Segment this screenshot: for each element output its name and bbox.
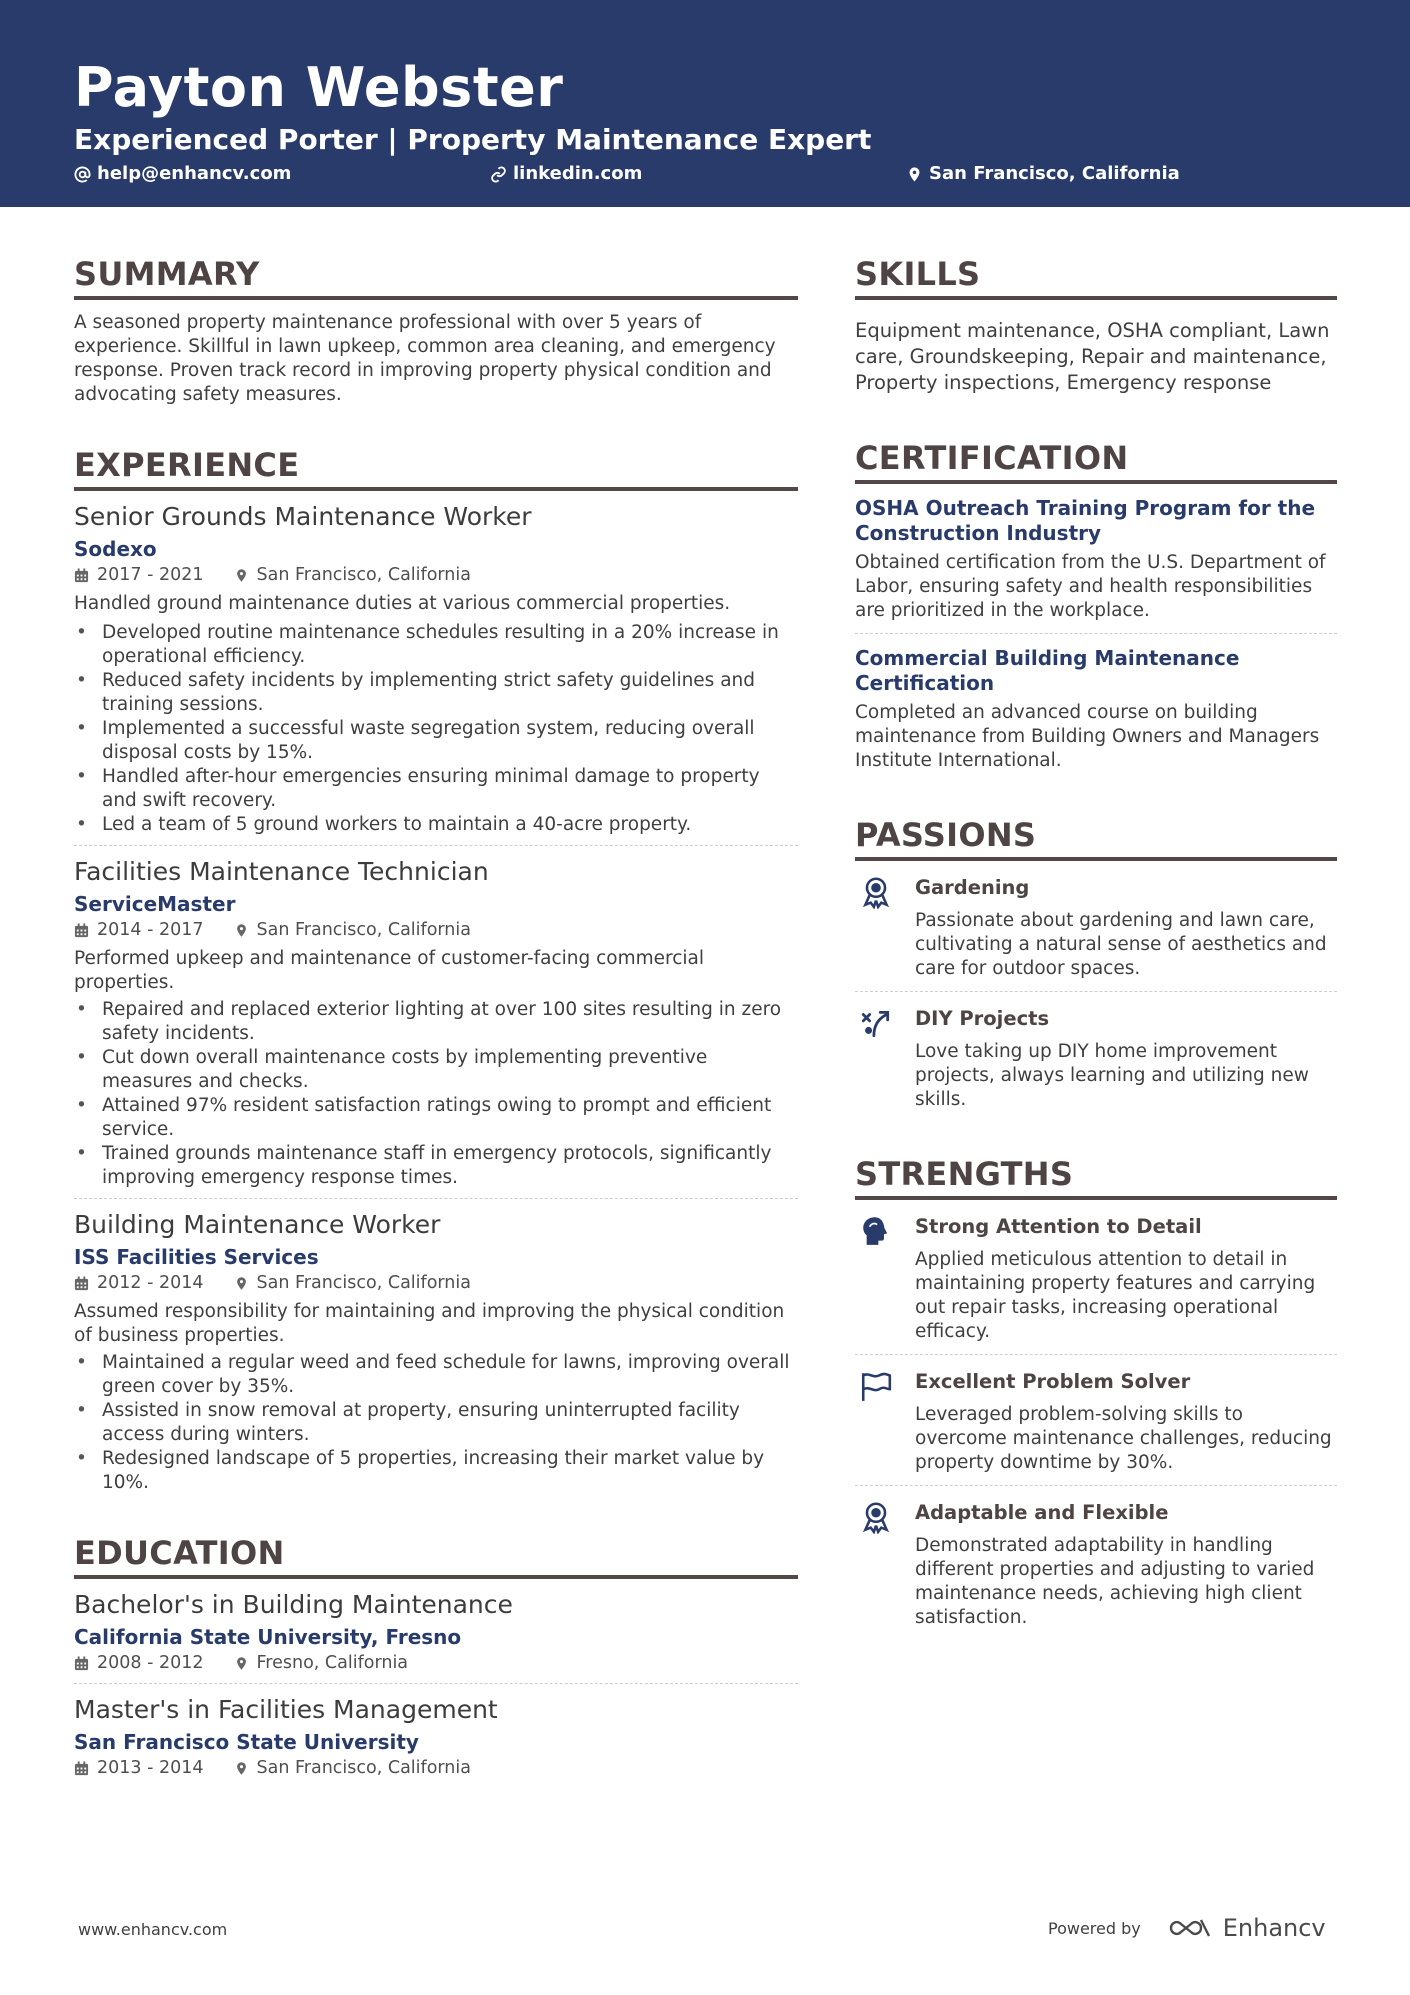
- job-description: Performed upkeep and maintenance of customer-facing commercial properties.: [74, 948, 705, 993]
- school-name: San Francisco State University: [74, 1730, 419, 1754]
- at-icon: [74, 166, 91, 183]
- job-dates: [74, 918, 204, 942]
- strength-title: Excellent Problem Solver: [915, 1370, 1191, 1393]
- list-item: • Trained grounds maintenance staff in emergency protocols, significantly improving emergency response times.: [74, 1142, 798, 1190]
- award-ribbon-icon: [859, 875, 893, 909]
- job-bullets: [74, 1351, 798, 1495]
- school-name: California State University, Fresno: [74, 1625, 462, 1649]
- passion-title: DIY Projects: [915, 1007, 1050, 1030]
- strength-title: Strong Attention to Detail: [915, 1215, 1202, 1238]
- list-item: • Assisted in snow removal at property, ensuring uninterrupted facility access during winters.: [74, 1399, 798, 1447]
- certification-item: [855, 496, 1337, 623]
- company-name: ISS Facilities Services: [74, 1245, 319, 1269]
- location-pin-icon: [234, 1761, 249, 1776]
- certification-title: Commercial Building Maintenance Certification: [855, 646, 1240, 695]
- location-pin-icon: [234, 568, 249, 583]
- contact-email-text: help@enhancv.com: [97, 163, 292, 184]
- certification-item: [855, 646, 1337, 773]
- brand-name: Enhancv: [1222, 1914, 1326, 1942]
- experience-heading: EXPERIENCE: [74, 445, 798, 491]
- calendar-icon: [74, 1276, 89, 1291]
- education-dates: [74, 1651, 204, 1675]
- job-location: [234, 1271, 471, 1295]
- candidate-title: Experienced Porter | Property Maintenance Expert: [74, 123, 872, 156]
- contact-linkedin-text: linkedin.com: [513, 163, 643, 184]
- education-location: [234, 1651, 409, 1675]
- list-item: • Handled after-hour emergencies ensuring minimal damage to property and swift recovery.: [74, 765, 798, 813]
- company-name: ServiceMaster: [74, 892, 236, 916]
- list-item: • Led a team of 5 ground workers to maintain a 40-acre property.: [74, 813, 798, 837]
- certification-description: Completed an advanced course on building maintenance from Building Owners and Managers Institute International.: [855, 702, 1320, 771]
- job-location-text: San Francisco, California: [256, 920, 471, 940]
- contact-email[interactable]: [74, 162, 291, 186]
- certification-heading: CERTIFICATION: [855, 438, 1337, 484]
- job-bullets: [74, 621, 798, 837]
- brand-logo[interactable]: [1167, 1914, 1326, 1942]
- experience-item: [74, 856, 798, 1190]
- divider: [855, 991, 1337, 992]
- education-meta: [74, 1756, 798, 1780]
- skills-heading: SKILLS: [855, 254, 1337, 300]
- strength-item: [855, 1214, 1337, 1344]
- education-item: [74, 1694, 798, 1780]
- candidate-name: Payton Webster: [74, 56, 564, 119]
- degree-title: Master's in Facilities Management: [74, 1695, 498, 1724]
- list-item: • Maintained a regular weed and feed schedule for lawns, improving overall green cover by 35%.: [74, 1351, 798, 1399]
- degree-title: Bachelor's in Building Maintenance: [74, 1590, 513, 1619]
- divider: [855, 633, 1337, 634]
- job-dates: [74, 563, 204, 587]
- education-dates-text: 2013 - 2014: [97, 1758, 204, 1778]
- job-location-text: San Francisco, California: [256, 565, 471, 585]
- award-ribbon-icon: [859, 1500, 893, 1534]
- resume-header: [0, 0, 1410, 207]
- job-meta: [74, 918, 798, 942]
- summary-heading: SUMMARY: [74, 254, 798, 300]
- company-name: Sodexo: [74, 537, 157, 561]
- calendar-icon: [74, 568, 89, 583]
- brain-head-icon: [859, 1214, 893, 1248]
- skills-text: Equipment maintenance, OSHA compliant, Lawn care, Groundskeeping, Repair and maintenance, Property inspections, Emergency response: [855, 319, 1330, 394]
- location-pin-icon: [906, 166, 923, 183]
- list-item: • Redesigned landscape of 5 properties, increasing their market value by 10%.: [74, 1447, 798, 1495]
- list-item: • Repaired and replaced exterior lighting at over 100 sites resulting in zero safety incidents.: [74, 998, 798, 1046]
- certification-title: OSHA Outreach Training Program for the Construction Industry: [855, 496, 1316, 545]
- summary-text: A seasoned property maintenance professional with over 5 years of experience. Skillful in lawn upkeep, common area cleaning, and emergency response. Proven track record in improving property physical condition and advocating safety measures.: [74, 312, 776, 405]
- infinity-logo-icon: [1167, 1916, 1213, 1940]
- job-location-text: San Francisco, California: [256, 1273, 471, 1293]
- strength-title: Adaptable and Flexible: [915, 1501, 1169, 1524]
- divider: [74, 1198, 798, 1199]
- job-dates: [74, 1271, 204, 1295]
- strength-description: Leveraged problem-solving skills to overcome maintenance challenges, reducing property downtime by 30%.: [915, 1404, 1332, 1473]
- location-pin-icon: [234, 923, 249, 938]
- job-dates-text: 2017 - 2021: [97, 565, 204, 585]
- job-location: [234, 563, 471, 587]
- divider: [74, 1683, 798, 1684]
- list-item: • Cut down overall maintenance costs by implementing preventive measures and checks.: [74, 1046, 798, 1094]
- certification-description: Obtained certification from the U.S. Department of Labor, ensuring safety and health responsibilities are prioritized in the workplace.: [855, 552, 1326, 621]
- job-meta: [74, 1271, 798, 1295]
- tools-icon: [859, 1006, 893, 1040]
- strengths-heading: STRENGTHS: [855, 1154, 1337, 1200]
- job-title: Facilities Maintenance Technician: [74, 857, 489, 886]
- passion-description: Passionate about gardening and lawn care, cultivating a natural sense of aesthetics and care for outdoor spaces.: [915, 910, 1327, 979]
- passions-heading: PASSIONS: [855, 815, 1337, 861]
- calendar-icon: [74, 1656, 89, 1671]
- link-icon: [490, 166, 507, 183]
- location-pin-icon: [234, 1656, 249, 1671]
- calendar-icon: [74, 923, 89, 938]
- job-description: Assumed responsibility for maintaining and improving the physical condition of business properties.: [74, 1301, 785, 1346]
- job-dates-text: 2014 - 2017: [97, 920, 204, 940]
- education-location-text: San Francisco, California: [256, 1758, 471, 1778]
- passion-item: [855, 1006, 1337, 1112]
- calendar-icon: [74, 1761, 89, 1776]
- footer-branding: [1048, 1914, 1326, 1942]
- divider: [74, 845, 798, 846]
- location-pin-icon: [234, 1276, 249, 1291]
- list-item: • Developed routine maintenance schedules resulting in a 20% increase in operational efficiency.: [74, 621, 798, 669]
- left-column: [74, 254, 798, 1780]
- job-description: Handled ground maintenance duties at various commercial properties.: [74, 593, 731, 614]
- divider: [855, 1354, 1337, 1355]
- list-item: • Implemented a successful waste segregation system, reducing overall disposal costs by 15%.: [74, 717, 798, 765]
- education-dates: [74, 1756, 204, 1780]
- passion-item: [855, 875, 1337, 981]
- job-bullets: [74, 998, 798, 1190]
- list-item: • Attained 97% resident satisfaction ratings owing to prompt and efficient service.: [74, 1094, 798, 1142]
- flag-icon: [859, 1369, 893, 1403]
- job-dates-text: 2012 - 2014: [97, 1273, 204, 1293]
- job-title: Building Maintenance Worker: [74, 1210, 441, 1239]
- education-location: [234, 1756, 471, 1780]
- job-title: Senior Grounds Maintenance Worker: [74, 502, 532, 531]
- strength-description: Applied meticulous attention to detail in maintaining property features and carrying out repair tasks, increasing operational efficacy.: [915, 1249, 1316, 1342]
- powered-by-label: Powered by: [1048, 1918, 1141, 1938]
- education-location-text: Fresno, California: [256, 1653, 409, 1673]
- passion-title: Gardening: [915, 876, 1030, 899]
- contact-linkedin[interactable]: [490, 162, 642, 186]
- contact-location: [906, 162, 1180, 186]
- divider: [855, 1485, 1337, 1486]
- job-meta: [74, 563, 798, 587]
- strength-item: [855, 1369, 1337, 1475]
- education-dates-text: 2008 - 2012: [97, 1653, 204, 1673]
- education-item: [74, 1589, 798, 1675]
- contact-location-text: San Francisco, California: [929, 163, 1180, 184]
- experience-item: [74, 501, 798, 837]
- job-location: [234, 918, 471, 942]
- passion-description: Love taking up DIY home improvement projects, always learning and utilizing new skills.: [915, 1041, 1309, 1110]
- education-meta: [74, 1651, 798, 1675]
- footer-website[interactable]: www.enhancv.com: [78, 1920, 228, 1939]
- strength-item: [855, 1500, 1337, 1630]
- list-item: • Reduced safety incidents by implementing strict safety guidelines and training sessions.: [74, 669, 798, 717]
- right-column: [855, 254, 1337, 1630]
- strength-description: Demonstrated adaptability in handling different properties and adjusting to varied maintenance needs, achieving high client satisfaction.: [915, 1535, 1315, 1628]
- education-heading: EDUCATION: [74, 1533, 798, 1579]
- experience-item: [74, 1209, 798, 1495]
